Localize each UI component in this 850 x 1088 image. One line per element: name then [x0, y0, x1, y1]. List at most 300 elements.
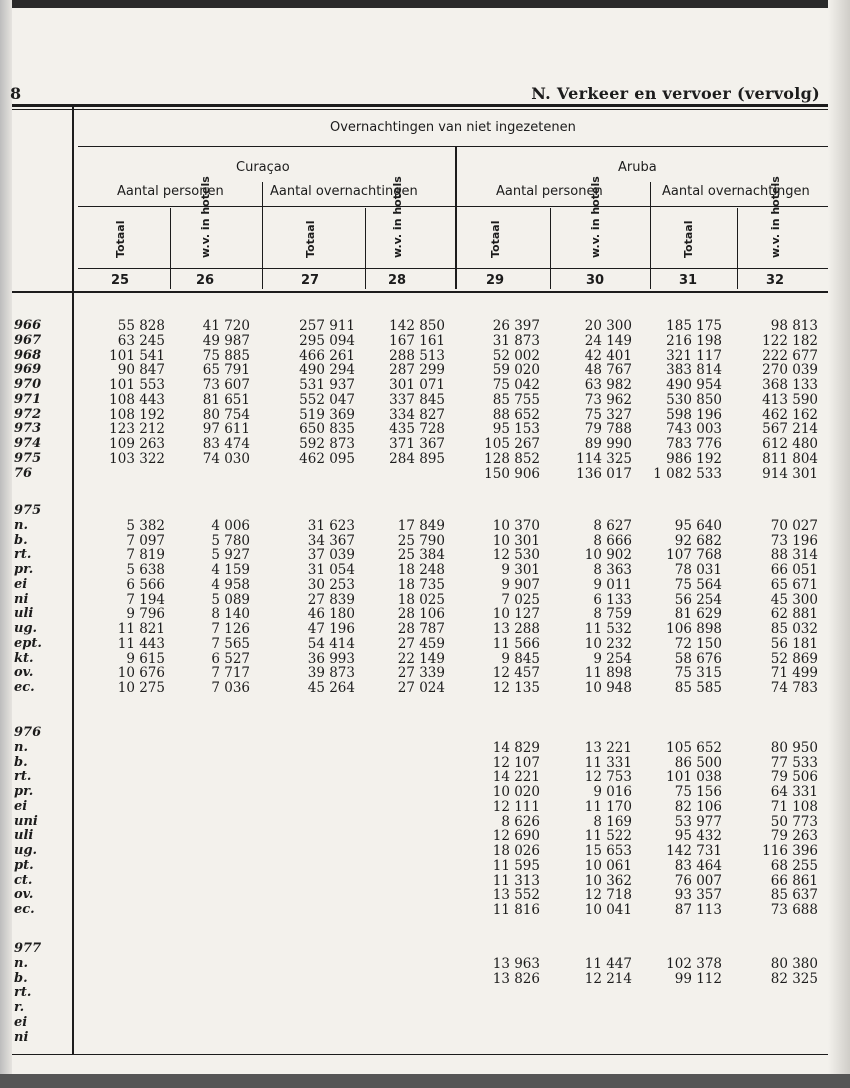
table-cell: 914 301 — [762, 465, 818, 482]
table-cell: 11 313 — [492, 872, 540, 889]
table-cell: 97 611 — [202, 421, 250, 438]
column-number: 29 — [485, 273, 505, 288]
table-cell: 105 652 — [666, 739, 722, 756]
table-cell: 519 369 — [299, 406, 355, 423]
table-cell: 612 480 — [762, 436, 818, 452]
table-cell: 9 907 — [501, 576, 540, 593]
table-cell: 88 314 — [770, 547, 818, 564]
row-label: 973 — [14, 421, 42, 437]
table-cell: 48 767 — [584, 362, 632, 379]
table-cell: 56 254 — [674, 591, 722, 608]
table-cell: 371 367 — [389, 436, 445, 452]
table-cell: 10 676 — [117, 665, 165, 682]
table-cell: 5 638 — [126, 562, 165, 578]
table-cell: 56 181 — [770, 635, 818, 652]
table-cell: 77 533 — [770, 754, 818, 771]
row-label: 968 — [14, 347, 42, 363]
table-cell: 4 958 — [211, 576, 250, 593]
scan-edge-right — [828, 0, 850, 1088]
row-label: r. — [14, 1000, 25, 1015]
table-cell: 490 954 — [666, 377, 722, 393]
table-cell: 11 331 — [584, 754, 632, 771]
table-cell: 490 294 — [299, 362, 355, 379]
table-cell: 49 987 — [202, 332, 250, 349]
table-cell: 11 566 — [492, 635, 540, 652]
table-cell: 10 041 — [584, 902, 632, 918]
table-cell: 13 552 — [492, 887, 540, 904]
table-cell: 106 898 — [666, 621, 722, 637]
table-cell: 66 861 — [770, 872, 818, 889]
table-cell: 10 020 — [492, 784, 540, 800]
table-cell: 83 474 — [202, 436, 250, 452]
table-cell: 4 006 — [211, 517, 250, 534]
table-cell: 45 300 — [770, 591, 818, 608]
table-cell: 18 025 — [397, 591, 445, 608]
table-cell: 89 990 — [584, 436, 632, 452]
table-cell: 31 054 — [307, 562, 355, 578]
table-cell: 28 787 — [397, 621, 445, 637]
table-cell: 383 814 — [666, 362, 722, 379]
row-label: ov. — [14, 665, 34, 681]
table-cell: 36 993 — [307, 650, 355, 667]
table-cell: 8 666 — [593, 532, 632, 549]
table-cell: 102 378 — [666, 955, 722, 972]
table-cell: 53 977 — [674, 813, 722, 830]
table-cell: 10 301 — [492, 532, 540, 549]
table-cell: 462 162 — [762, 406, 818, 423]
subcol-header: Totaal — [682, 220, 695, 258]
header-main: Overnachtingen van niet ingezetenen — [330, 120, 576, 135]
table-cell: 5 382 — [126, 517, 165, 534]
table-cell: 26 397 — [492, 318, 540, 334]
table-cell: 95 432 — [674, 828, 722, 845]
row-label: ec. — [14, 902, 35, 917]
table-cell: 167 161 — [389, 332, 445, 349]
table-cell: 14 221 — [492, 769, 540, 786]
row-label: ei — [14, 1014, 28, 1030]
table-cell: 73 962 — [584, 391, 632, 408]
table-cell: 73 196 — [770, 532, 818, 549]
table-cell: 73 688 — [770, 902, 818, 918]
table-cell: 42 401 — [584, 347, 632, 364]
table-cell: 122 182 — [762, 332, 818, 349]
row-label: pr. — [14, 784, 34, 799]
table-cell: 108 192 — [109, 406, 165, 423]
table-cell: 75 564 — [674, 576, 722, 593]
table-cell: 22 149 — [397, 650, 445, 667]
table-cell: 5 780 — [211, 532, 250, 549]
table-cell: 337 845 — [389, 391, 445, 408]
table-cell: 95 153 — [492, 421, 540, 438]
table-cell: 34 367 — [307, 532, 355, 549]
column-number: 30 — [585, 273, 605, 288]
table-cell: 9 016 — [593, 784, 632, 800]
table-cell: 18 026 — [492, 843, 540, 859]
table-cell: 59 020 — [492, 362, 540, 379]
col-divider — [365, 208, 366, 289]
page-number: 8 — [10, 84, 22, 103]
table-cell: 8 140 — [211, 606, 250, 623]
table-cell: 531 937 — [299, 377, 355, 393]
row-label: ei — [14, 576, 28, 592]
column-number: 31 — [678, 273, 698, 288]
section-year-label: 976 — [14, 725, 42, 740]
table-cell: 37 039 — [307, 547, 355, 564]
table-cell: 530 850 — [666, 391, 722, 408]
table-cell: 114 325 — [576, 450, 632, 467]
table-cell: 9 615 — [126, 650, 165, 667]
table-cell: 72 150 — [674, 635, 722, 652]
table-cell: 783 776 — [666, 436, 722, 452]
table-cell: 75 315 — [674, 665, 722, 682]
table-cell: 76 007 — [674, 872, 722, 889]
row-label: 972 — [14, 406, 42, 422]
table-cell: 123 212 — [109, 421, 165, 438]
table-cell: 10 370 — [492, 517, 540, 534]
table-cell: 90 847 — [117, 362, 165, 379]
table-cell: 12 690 — [492, 828, 540, 845]
table-cell: 10 275 — [117, 680, 165, 696]
table-cell: 107 768 — [666, 547, 722, 564]
table-cell: 8 169 — [593, 813, 632, 830]
header-group: Aantal overnachtingen — [270, 184, 418, 199]
table-cell: 52 002 — [492, 347, 540, 364]
row-label: 974 — [14, 436, 42, 451]
table-cell: 8 363 — [593, 562, 632, 578]
table-cell: 9 011 — [593, 576, 632, 593]
table-cell: 85 755 — [492, 391, 540, 408]
table-cell: 12 753 — [584, 769, 632, 786]
row-label: b. — [14, 532, 28, 548]
table-cell: 1 082 533 — [653, 465, 722, 482]
table-cell: 413 590 — [762, 391, 818, 408]
table-cell: 39 873 — [307, 665, 355, 682]
table-cell: 65 791 — [202, 362, 250, 379]
table-cell: 321 117 — [666, 347, 722, 364]
table-cell: 88 652 — [492, 406, 540, 423]
table-cell: 6 566 — [126, 576, 165, 593]
table-cell: 52 869 — [770, 650, 818, 667]
table-cell: 466 261 — [299, 347, 355, 364]
table-cell: 598 196 — [666, 406, 722, 423]
table-cell: 334 827 — [389, 406, 445, 423]
table-cell: 93 357 — [674, 887, 722, 904]
table-cell: 55 828 — [117, 318, 165, 334]
table-cell: 81 651 — [202, 391, 250, 408]
table-cell: 75 327 — [584, 406, 632, 423]
table-cell: 462 095 — [299, 450, 355, 467]
table-cell: 47 196 — [307, 621, 355, 637]
table-cell: 12 111 — [492, 798, 540, 815]
table-cell: 70 027 — [770, 517, 818, 534]
row-label: n. — [14, 955, 28, 971]
table-cell: 7 025 — [501, 591, 540, 608]
table-cell: 435 728 — [389, 421, 445, 438]
table-cell: 185 175 — [666, 318, 722, 334]
table-cell: 7 819 — [126, 547, 165, 564]
table-cell: 13 288 — [492, 621, 540, 637]
table-cell: 20 300 — [584, 318, 632, 334]
table-cell: 79 506 — [770, 769, 818, 786]
table-cell: 142 731 — [666, 843, 722, 859]
row-label: b. — [14, 754, 28, 770]
subcol-header: w.v. in hotels — [391, 176, 404, 258]
table-cell: 12 214 — [584, 970, 632, 987]
table-cell: 270 039 — [762, 362, 818, 379]
subcol-header: w.v. in hotels — [769, 176, 782, 258]
table-cell: 9 796 — [126, 606, 165, 623]
row-label: ni — [14, 1029, 29, 1045]
table-cell: 73 607 — [202, 377, 250, 393]
table-cell: 99 112 — [674, 970, 722, 987]
table-cell: 75 156 — [674, 784, 722, 800]
table-cell: 11 522 — [584, 828, 632, 845]
table-cell: 74 783 — [770, 680, 818, 696]
row-label: pr. — [14, 562, 34, 577]
table-cell: 11 447 — [584, 955, 632, 972]
table-cell: 10 061 — [584, 857, 632, 874]
table-cell: 41 720 — [202, 318, 250, 334]
row-label: rt. — [14, 547, 32, 563]
table-cell: 82 106 — [674, 798, 722, 815]
table-cell: 11 816 — [492, 902, 540, 918]
column-number: 27 — [300, 273, 320, 288]
table-bottom-rule — [12, 1054, 828, 1055]
subcol-header: w.v. in hotels — [199, 176, 212, 258]
subcol-header: Totaal — [489, 220, 502, 258]
table-cell: 95 640 — [674, 517, 722, 534]
table-cell: 7 717 — [211, 665, 250, 682]
table-cell: 10 948 — [584, 680, 632, 696]
row-label: ni — [14, 591, 29, 607]
table-cell: 27 459 — [397, 635, 445, 652]
col-divider — [170, 208, 171, 289]
row-label: ct. — [14, 872, 33, 888]
table-cell: 650 835 — [299, 421, 355, 438]
table-cell: 6 527 — [211, 650, 250, 667]
table-cell: 592 873 — [299, 436, 355, 452]
table-cell: 109 263 — [109, 436, 165, 452]
table-cell: 80 380 — [770, 955, 818, 972]
row-label: b. — [14, 970, 28, 986]
table-cell: 9 254 — [593, 650, 632, 667]
column-number: 25 — [110, 273, 130, 288]
header-group: Aantal personen — [117, 184, 224, 199]
table-cell: 11 595 — [492, 857, 540, 874]
table-cell: 7 194 — [126, 591, 165, 608]
header-rule-2 — [78, 206, 828, 207]
table-cell: 10 232 — [584, 635, 632, 652]
row-label: 970 — [14, 377, 42, 392]
table-cell: 78 031 — [674, 562, 722, 578]
row-label: uli — [14, 828, 34, 844]
table-cell: 11 898 — [584, 665, 632, 682]
table-cell: 18 735 — [397, 576, 445, 593]
header-bottom-rule — [12, 291, 828, 293]
table-cell: 68 255 — [770, 857, 818, 874]
table-cell: 7 036 — [211, 680, 250, 696]
table-cell: 12 135 — [492, 680, 540, 696]
row-label: 975 — [14, 450, 42, 466]
scan-edge-bottom — [0, 1074, 850, 1088]
subcol-header: Totaal — [304, 220, 317, 258]
table-cell: 11 443 — [117, 635, 165, 652]
table-cell: 986 192 — [666, 450, 722, 467]
table-cell: 13 963 — [492, 955, 540, 972]
table-cell: 116 396 — [762, 843, 818, 859]
table-cell: 28 106 — [397, 606, 445, 623]
header-rule-3 — [78, 268, 828, 269]
row-label: rt. — [14, 769, 32, 785]
row-label: 971 — [14, 391, 42, 407]
table-cell: 150 906 — [484, 465, 540, 482]
table-cell: 31 623 — [307, 517, 355, 534]
table-cell: 12 530 — [492, 547, 540, 564]
table-cell: 46 180 — [307, 606, 355, 623]
table-cell: 287 299 — [389, 362, 445, 379]
subcol-header: Totaal — [114, 220, 127, 258]
table-cell: 66 051 — [770, 562, 818, 578]
row-label: uni — [14, 813, 38, 829]
table-cell: 12 457 — [492, 665, 540, 682]
table-cell: 65 671 — [770, 576, 818, 593]
row-label: pt. — [14, 857, 34, 873]
table-cell: 12 107 — [492, 754, 540, 771]
table-cell: 71 499 — [770, 665, 818, 682]
table-cell: 85 637 — [770, 887, 818, 904]
section-title: N. Verkeer en vervoer (vervolg) — [531, 84, 820, 103]
column-number: 28 — [387, 273, 407, 288]
table-cell: 136 017 — [576, 465, 632, 482]
column-number: 26 — [195, 273, 215, 288]
table-cell: 83 464 — [674, 857, 722, 874]
table-cell: 71 108 — [770, 798, 818, 815]
row-label: kt. — [14, 650, 34, 666]
table-cell: 27 024 — [397, 680, 445, 696]
table-cell: 63 982 — [584, 377, 632, 393]
row-label: ei — [14, 798, 28, 814]
table-cell: 8 627 — [593, 517, 632, 534]
table-cell: 79 788 — [584, 421, 632, 438]
row-label: ug. — [14, 621, 38, 636]
row-label: 969 — [14, 362, 42, 378]
table-cell: 811 804 — [762, 450, 818, 467]
row-label: 76 — [14, 465, 33, 481]
row-label: uli — [14, 606, 34, 622]
col-divider — [550, 208, 551, 289]
table-cell: 25 790 — [397, 532, 445, 549]
subcol-header: w.v. in hotels — [589, 176, 602, 258]
table-cell: 9 301 — [501, 562, 540, 578]
row-label: ept. — [14, 635, 42, 651]
table-cell: 81 629 — [674, 606, 722, 623]
row-label: 966 — [14, 318, 42, 333]
table-cell: 222 677 — [762, 347, 818, 364]
table-cell: 63 245 — [117, 332, 165, 349]
table-cell: 18 248 — [397, 562, 445, 578]
row-label: ec. — [14, 680, 35, 695]
table-cell: 11 532 — [584, 621, 632, 637]
table-cell: 75 885 — [202, 347, 250, 364]
col-divider — [262, 182, 263, 289]
table-cell: 74 030 — [202, 450, 250, 467]
table-cell: 8 626 — [501, 813, 540, 830]
table-cell: 11 821 — [117, 621, 165, 637]
row-label: n. — [14, 517, 28, 533]
table-cell: 101 553 — [109, 377, 165, 393]
top-rule-thin — [12, 109, 828, 110]
table-cell: 14 829 — [492, 739, 540, 756]
table-cell: 10 127 — [492, 606, 540, 623]
table-cell: 82 325 — [770, 970, 818, 987]
table-cell: 11 170 — [584, 798, 632, 815]
table-cell: 105 267 — [484, 436, 540, 452]
row-label: ug. — [14, 843, 38, 858]
table-cell: 27 839 — [307, 591, 355, 608]
table-cell: 79 263 — [770, 828, 818, 845]
table-cell: 7 126 — [211, 621, 250, 637]
table-cell: 6 133 — [593, 591, 632, 608]
table-cell: 80 754 — [202, 406, 250, 423]
table-cell: 85 585 — [674, 680, 722, 696]
header-group: Aantal overnachtingen — [662, 184, 810, 199]
table-cell: 301 071 — [389, 377, 445, 393]
table-cell: 64 331 — [770, 784, 818, 800]
table-cell: 54 414 — [307, 635, 355, 652]
table-cell: 108 443 — [109, 391, 165, 408]
table-cell: 101 541 — [109, 347, 165, 364]
table-cell: 5 089 — [211, 591, 250, 608]
row-label: ov. — [14, 887, 34, 903]
table-cell: 87 113 — [674, 902, 722, 918]
table-cell: 7 565 — [211, 635, 250, 652]
table-cell: 27 339 — [397, 665, 445, 682]
table-cell: 50 773 — [770, 813, 818, 830]
table-cell: 58 676 — [674, 650, 722, 667]
table-cell: 9 845 — [501, 650, 540, 667]
table-cell: 142 850 — [389, 318, 445, 334]
section-year-label: 975 — [14, 503, 42, 518]
scan-edge-left — [0, 0, 12, 1088]
table-cell: 98 813 — [770, 318, 818, 334]
table-cell: 13 221 — [584, 739, 632, 756]
header-group: Aantal personen — [496, 184, 603, 199]
row-label: 967 — [14, 332, 42, 348]
table-cell: 103 322 — [109, 450, 165, 467]
table-cell: 368 133 — [762, 377, 818, 393]
row-label: rt. — [14, 985, 32, 1001]
row-label: n. — [14, 739, 28, 755]
header-region-curacao: Curaçao — [236, 160, 290, 175]
table-cell: 75 042 — [492, 377, 540, 393]
table-cell: 257 911 — [299, 318, 355, 334]
table-cell: 24 149 — [584, 332, 632, 349]
table-cell: 216 198 — [666, 332, 722, 349]
table-cell: 101 038 — [666, 769, 722, 786]
column-number: 32 — [765, 273, 785, 288]
table-cell: 10 902 — [584, 547, 632, 564]
table-cell: 128 852 — [484, 450, 540, 467]
header-rule-1 — [78, 146, 828, 147]
table-cell: 30 253 — [307, 576, 355, 593]
table-cell: 85 032 — [770, 621, 818, 637]
table-cell: 8 759 — [593, 606, 632, 623]
table-cell: 567 214 — [762, 421, 818, 438]
table-cell: 552 047 — [299, 391, 355, 408]
col-divider — [650, 182, 651, 289]
table-cell: 7 097 — [126, 532, 165, 549]
table-cell: 4 159 — [211, 562, 250, 578]
